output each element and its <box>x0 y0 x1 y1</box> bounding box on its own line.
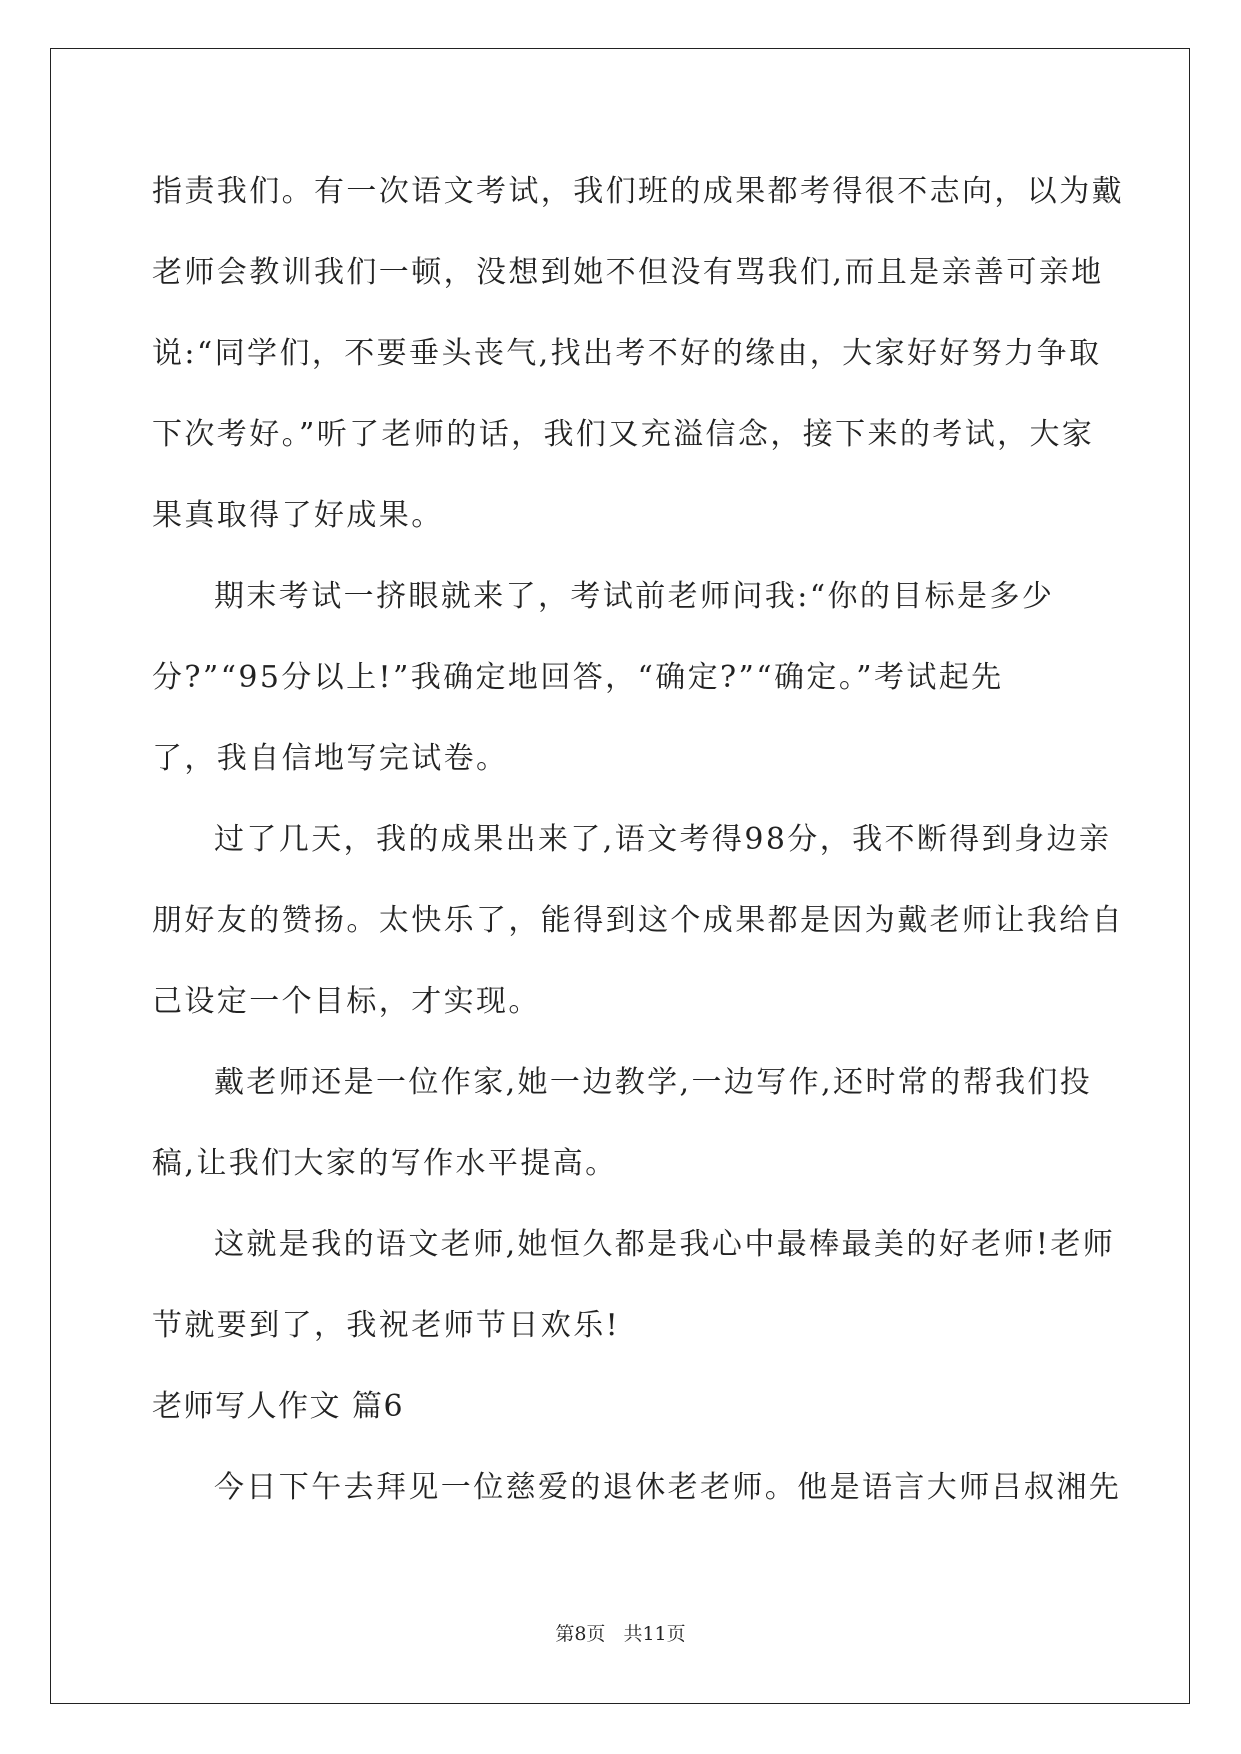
paragraph-first-line: 戴老师还是一位作家,她一边教学,一边写作,还时常的帮我们投 <box>214 1065 1093 1100</box>
text-line: 下次考好。”听了老师的话，我们又充溢信念，接下来的考试，大家 <box>152 417 1095 452</box>
text-line: 了，我自信地写完试卷。 <box>152 741 509 776</box>
text-line: 果真取得了好成果。 <box>152 498 444 533</box>
text-line: 稿,让我们大家的写作水平提高。 <box>152 1146 618 1181</box>
text-line: 说:“同学们，不要垂头丧气,找出考不好的缘由，大家好好努力争取 <box>152 336 1102 371</box>
page-footer <box>0 1619 1241 1646</box>
page-number: 第8页 <box>555 1623 606 1645</box>
text-line: 老师会教训我们一顿，没想到她不但没有骂我们,而且是亲善可亲地 <box>152 255 1104 290</box>
paragraph-first-line: 过了几天，我的成果出来了,语文考得98分，我不断得到身边亲 <box>214 822 1112 857</box>
page-total: 共11页 <box>623 1623 686 1645</box>
text-line: 己设定一个目标，才实现。 <box>152 984 541 1019</box>
paragraph-first-line: 今日下午去拜见一位慈爱的退休老老师。他是语言大师吕叔湘先 <box>214 1470 1122 1505</box>
text-line: 朋好友的赞扬。太快乐了，能得到这个成果都是因为戴老师让我给自 <box>152 903 1124 938</box>
text-line: 指责我们。有一次语文考试，我们班的成果都考得很不志向，以为戴 <box>152 174 1124 209</box>
page-border <box>50 48 1190 1704</box>
paragraph-first-line: 这就是我的语文老师,她恒久都是我心中最棒最美的好老师!老师 <box>214 1227 1116 1262</box>
section-heading: 老师写人作文 篇6 <box>152 1389 405 1424</box>
text-line: 分?”“95分以上!”我确定地回答，“确定?”“确定。”考试起先 <box>152 660 1004 695</box>
text-line: 节就要到了，我祝老师节日欢乐! <box>152 1308 621 1343</box>
paragraph-first-line: 期末考试一挤眼就来了，考试前老师问我:“你的目标是多少 <box>214 579 1055 614</box>
